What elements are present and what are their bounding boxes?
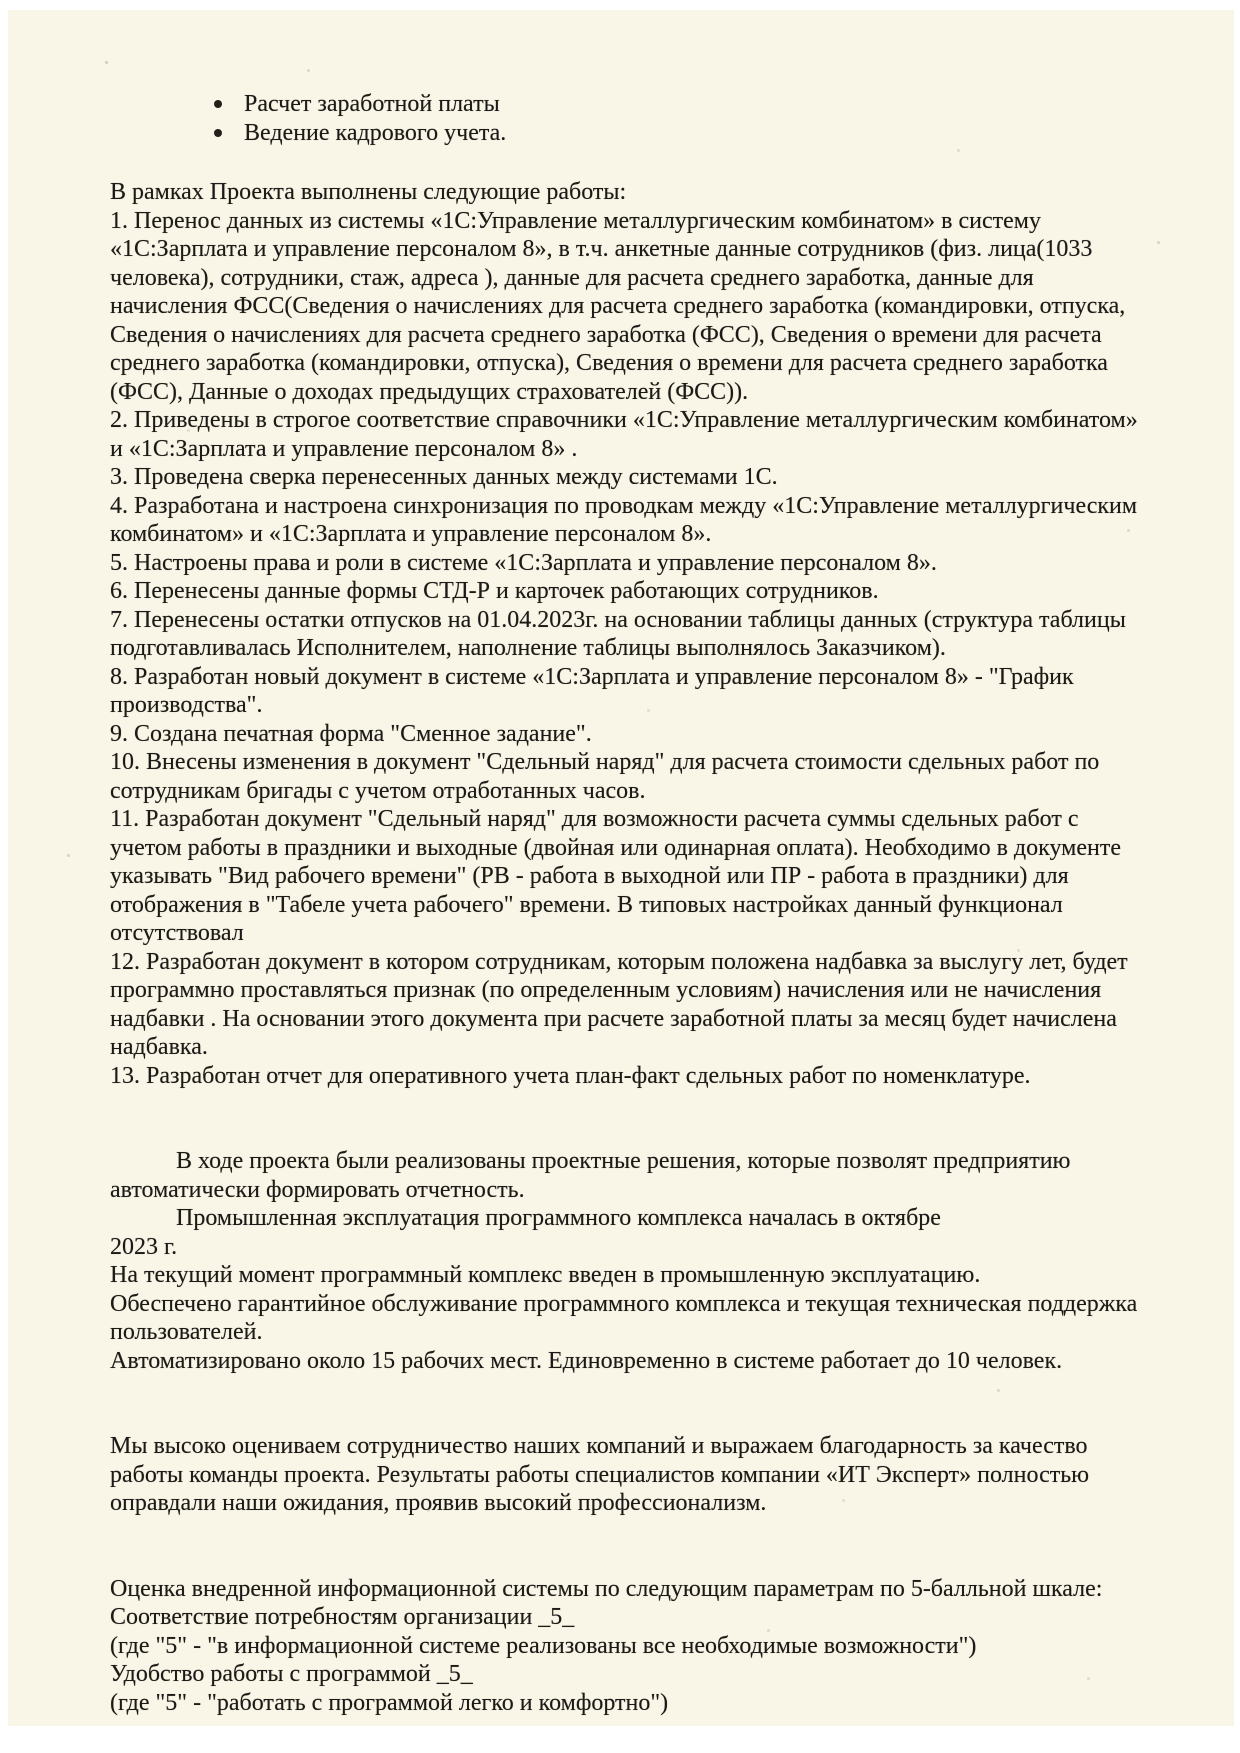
bullet-dot-icon (214, 129, 222, 137)
work-item-8: 8. Разработан новый документ в системе «1С:Зарплата и управление персоналом 8» - "График производства". (110, 663, 1074, 718)
gratitude-paragraph: Мы высоко оцениваем сотрудничество наших компаний и выражаем благодарность за качество работы команды проекта. Результаты работы специалистов компании «ИТ Эксперт» полностью оправдали наши ожидания, проявив высокий профессионализм. (110, 1433, 1090, 1516)
current-status-paragraph: На текущий момент программный комплекс введен в промышленную эксплуатацию. (110, 1262, 981, 1288)
work-item-13: 13. Разработан отчет для оперативного учета план-факт сдельных работ по номенклатуре. (110, 1062, 1031, 1089)
work-item-2: 2. Приведены в строгое соответствие справочники «1С:Управление металлургическим комбинатом» и «1С:Зарплата и управление персоналом 8» . (110, 407, 1138, 462)
results-paragraph: В ходе проекта были реализованы проектные решения, которые позволят предприятию автоматически формировать отчетность. (110, 1148, 1071, 1203)
automation-paragraph: Автоматизировано около 15 рабочих мест. Единовременно в системе работает до 10 человек. (110, 1347, 1063, 1374)
document-content (8, 10, 1234, 1717)
assessment-heading: Оценка внедренной информационной системы по следующим параметрам по 5-балльной шкале: (110, 1575, 1103, 1602)
work-item-9: 9. Создана печатная форма "Сменное задание". (110, 720, 592, 747)
work-item-11: 11. Разработан документ "Сдельный наряд" для возможности расчета суммы сдельных работ с учетом работы в праздники и выходные (двойная или одинарная оплата). Необходимо в документе указывать "Вид рабочего времени" (РВ - работа в выходной или ПР - работа в праздники) для отображения в "Табеле учета рабочего" времени. В типовых настройках данный функционал отсутствовал (110, 806, 1121, 946)
bullet-item-text: Расчет заработной платы (244, 91, 500, 117)
bullet-dot-icon (214, 100, 222, 108)
work-item-7: 7. Перенесены остатки отпусков на 01.04.2023г. на основании таблицы данных (структура таблицы подготавливалась Исполнителем, наполнение таблицы выполнялось Заказчиком). (110, 606, 1126, 661)
bullet-list (214, 90, 1140, 147)
assessment-criterion-1-note: (где "5" - "в информационной системе реализованы все необходимые возможности") (110, 1632, 977, 1659)
bullet-item (214, 90, 1140, 119)
scanned-document-page (8, 10, 1234, 1726)
bullet-item-text: Ведение кадрового учета. (244, 119, 507, 146)
work-item-12: 12. Разработан документ в котором сотрудникам, которым положена надбавка за выслугу лет, будет программно проставляться признак (по определенным условиям) начисления или не начисления надбавки . На основании этого документа при расчете заработной платы за месяц будет начислена надбавка. (110, 948, 1128, 1060)
work-item-5: 5. Настроены права и роли в системе «1С:Зарплата и управление персоналом 8». (110, 549, 937, 576)
work-item-10: 10. Внесены изменения в документ "Сдельный наряд" для расчета стоимости сдельных работ по сотрудникам бригады с учетом отработанных часов. (110, 749, 1100, 804)
exploitation-line-1: Промышленная эксплуатация программного комплекса началась в октябре (176, 1205, 941, 1231)
work-item-4: 4. Разработана и настроена синхронизация по проводкам между «1С:Управление металлургическим комбинатом» и «1С:Зарплата и управление персоналом 8». (110, 492, 1138, 547)
work-item-1: 1. Перенос данных из системы «1С:Управление металлургическим комбинатом» в систему «1С:Зарплата и управление персоналом 8», в т.ч. анкетные данные сотрудников (физ. лица(1033 человека), сотрудники, стаж, адреса ), данные для расчета среднего заработка, данные для начисления ФСС(Сведения о начислениях для расчета среднего заработка (командировки, отпуска, Сведения о начислениях для расчета среднего заработка (ФСС), Сведения о времени для расчета среднего заработка (командировки, отпуска), Сведения о времени для расчета среднего заработка (ФСС), Данные о доходах предыдущих страхователей (ФСС)). (110, 207, 1126, 405)
support-paragraph: Обеспечено гарантийное обслуживание программного комплекса и текущая техническая поддержка пользователей. (110, 1290, 1138, 1345)
intro-line: В рамках Проекта выполнены следующие работы: (110, 179, 627, 205)
work-item-6: 6. Перенесены данные формы СТД-Р и карточек работающих сотрудников. (110, 578, 879, 604)
bullet-item (214, 119, 1140, 148)
exploitation-line-2: 2023 г. (110, 1233, 178, 1260)
assessment-criterion-2: Удобство работы с программой _5_ (110, 1661, 473, 1687)
work-item-3: 3. Проведена сверка перенесенных данных между системами 1С. (110, 464, 778, 490)
assessment-criterion-1: Соответствие потребностям организации _5_ (110, 1604, 575, 1630)
assessment-criterion-2-note: (где "5" - "работать с программой легко и комфортно") (110, 1689, 669, 1716)
